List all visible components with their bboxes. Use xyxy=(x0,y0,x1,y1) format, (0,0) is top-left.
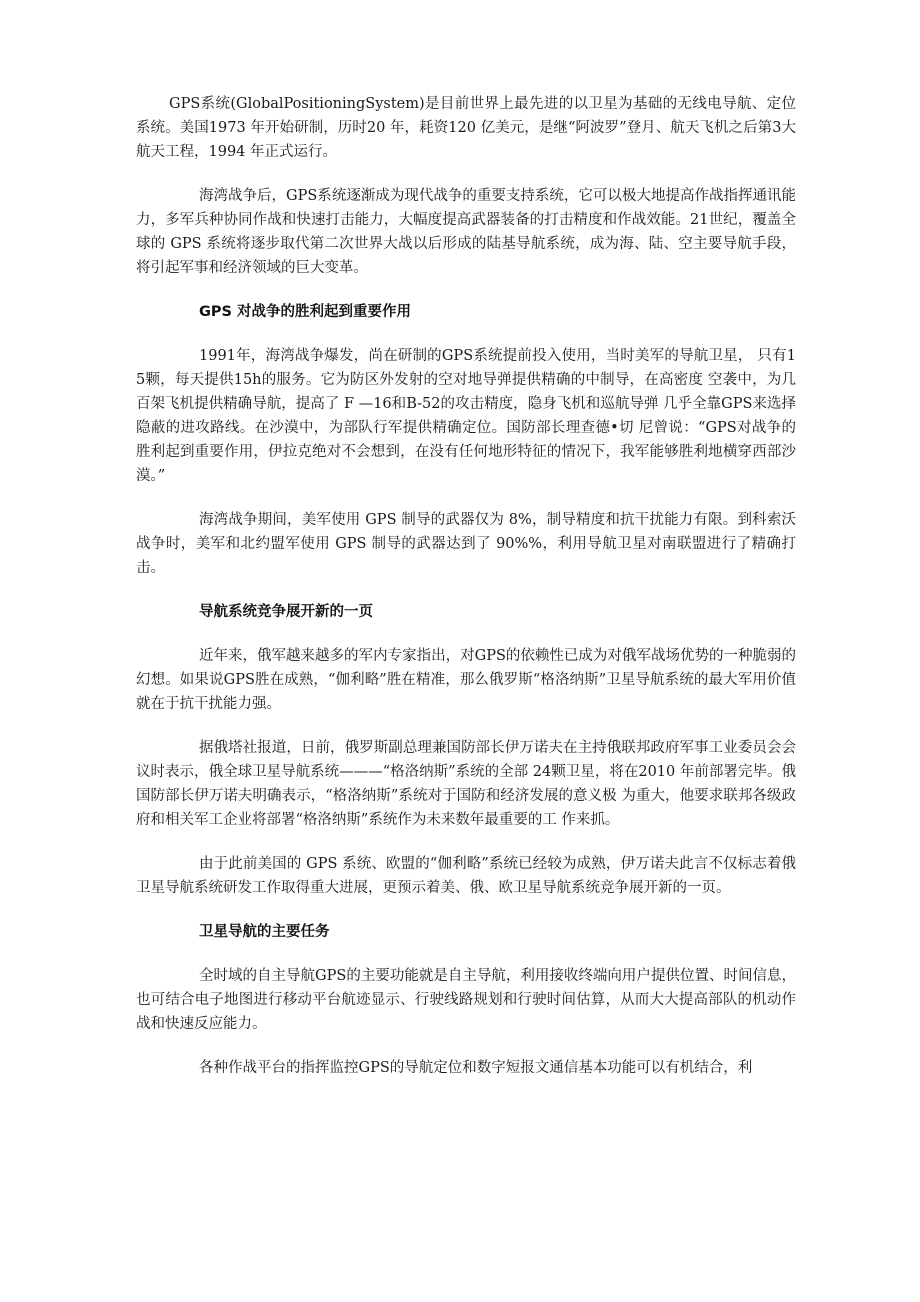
section-heading-navigation-competition: 导航系统竞争展开新的一页 xyxy=(199,604,373,620)
section-heading-gps-role: GPS 对战争的胜利起到重要作用 xyxy=(199,304,412,320)
paragraph-command-monitoring: 各种作战平台的指挥监控GPS的导航定位和数字短报文通信基本功能可以有机结合，利 xyxy=(199,1060,753,1076)
paragraph-new-page: 由于此前美国的 GPS 系统、欧盟的“伽利略”系统已经较为成熟，伊万诺夫此言不仅标志着俄卫星导航系统研发工作取得重大进展，更预示着美、俄、欧卫星导航系统竞争展开新的一页。 xyxy=(136,856,796,896)
document-body xyxy=(136,92,796,1100)
section-heading-main-tasks: 卫星导航的主要任务 xyxy=(199,924,330,940)
paragraph-guided-weapons: 海湾战争期间，美军使用 GPS 制导的武器仅为 8%，制导精度和抗干扰能力有限。到科索沃战争时，美军和北约盟军使用 GPS 制导的武器达到了 90%%，利用导航卫星对南联盟进行了精确打击。 xyxy=(136,512,796,576)
paragraph-1991-gulf-war: 1991年，海湾战争爆发，尚在研制的GPS系统提前投入使用，当时美军的导航卫星， 只有15颗，每天提供15h的服务。它为防区外发射的空对地导弹提供精确的中制导，在高密度 空袭中，为几百架飞机提供精确导航，提高了 F —16和B-52的攻击精度，隐身飞机和巡航导弹 几乎全靠GPS来选择隐蔽的进攻路线。在沙漠中，为部队行军提供精确定位。国防部长理查德•切 尼曾说：“GPS对战争的胜利起到重要作用，伊拉克绝对不会想到，在没有任何地形特征的情况下，我军能够胜利地横穿西部沙漠。” xyxy=(136,348,796,484)
paragraph-gulf-war-impact: 海湾战争后，GPS系统逐渐成为现代战争的重要支持系统，它可以极大地提高作战指挥通讯能力，多军兵种协同作战和快速打击能力，大幅度提高武器装备的打击精度和作战效能。21世纪，覆盖全球的 GPS 系统将逐步取代第二次世界大战以后形成的陆基导航系统，成为海、陆、空主要导航手段，将引起军事和经济领域的巨大变革。 xyxy=(136,188,796,276)
paragraph-russian-experts: 近年来，俄军越来越多的军内专家指出，对GPS的依赖性已成为对俄军战场优势的一种脆弱的幻想。如果说GPS胜在成熟，“伽利略”胜在精准，那么俄罗斯“格洛纳斯”卫星导航系统的最大军用价值就在于抗干扰能力强。 xyxy=(136,648,796,712)
paragraph-gps-intro: GPS系统(GlobalPositioningSystem)是目前世界上最先进的以卫星为基础的无线电导航、定位系统。美国1973 年开始研制，历时20 年，耗资120 亿美元，是继“阿波罗”登月、航天飞机之后第3大航天工程，1994 年正式运行。 xyxy=(136,96,796,160)
paragraph-autonomous-navigation: 全时域的自主导航GPS的主要功能就是自主导航，利用接收终端向用户提供位置、时间信息，也可结合电子地图进行移动平台航迹显示、行驶线路规划和行驶时间估算，从而大大提高部队的机动作战和快速反应能力。 xyxy=(136,968,796,1032)
paragraph-tass-report: 据俄塔社报道，日前，俄罗斯副总理兼国防部长伊万诺夫在主持俄联邦政府军事工业委员会会议时表示，俄全球卫星导航系统———“格洛纳斯”系统的全部 24颗卫星，将在2010 年前部署完毕。俄国防部长伊万诺夫明确表示，“格洛纳斯”系统对于国防和经济发展的意义极 为重大，他要求联邦各级政府和相关军工企业将部署“格洛纳斯”系统作为未来数年最重要的工 作来抓。 xyxy=(136,740,796,828)
